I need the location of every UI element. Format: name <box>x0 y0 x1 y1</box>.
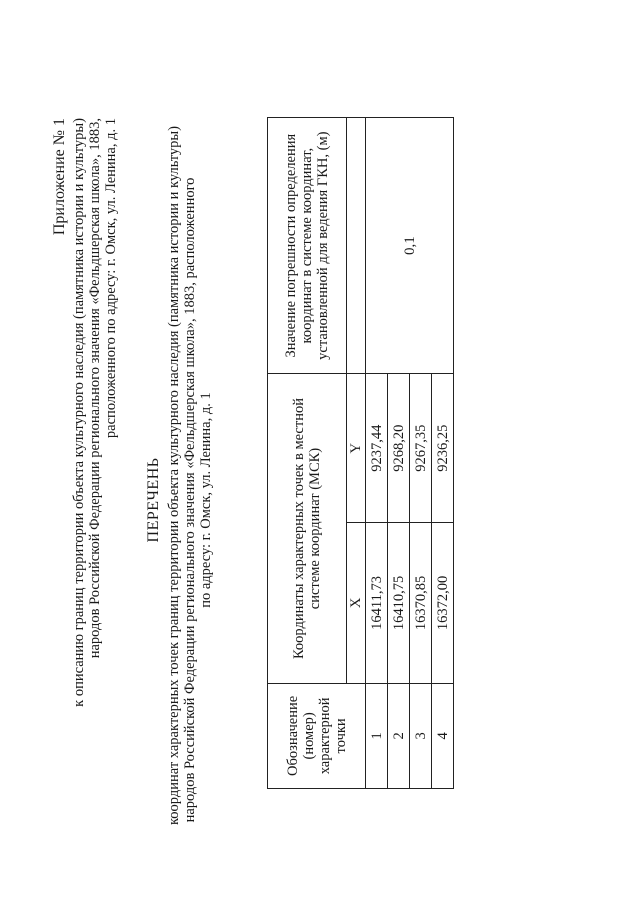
header-accuracy-spacer <box>347 118 366 374</box>
y-value: 9236,25 <box>432 374 454 523</box>
point-number: 2 <box>388 683 410 788</box>
appendix-line-2: народов Российской Федерации регионального значения «Фельдшерская школа», 1883, <box>87 118 103 659</box>
header-accuracy: Значение погрешности определения координат в системе координат, установленной для ведения ГКН, (м) <box>268 118 347 374</box>
header-y: Y <box>347 374 366 523</box>
y-value: 9267,35 <box>410 374 432 523</box>
header-coordinates: Координаты характерных точек в местной системе координат (МСК) <box>268 374 347 683</box>
x-value: 16372,00 <box>432 523 454 684</box>
x-value: 16411,73 <box>366 523 388 684</box>
appendix-header <box>52 118 119 707</box>
list-heading <box>145 126 214 825</box>
appendix-line-3: расположенного по адресу: г. Омск, ул. Ленина, д. 1 <box>103 118 119 439</box>
list-line-3: по адресу: г. Омск, ул. Ленина, д. 1 <box>198 392 214 608</box>
y-value: 9268,20 <box>388 374 410 523</box>
header-x: X <box>347 523 366 684</box>
list-title: ПЕРЕЧЕНЬ <box>145 457 162 543</box>
x-value: 16370,85 <box>410 523 432 684</box>
header-point: Обозначение (номер) характерной точки <box>268 683 366 788</box>
list-line-2: народов Российской Федерации регионального значения «Фельдшерская школа», 1883, расположенного <box>182 177 198 823</box>
point-number: 3 <box>410 683 432 788</box>
coordinates-table <box>267 117 454 789</box>
y-value: 9237,44 <box>366 374 388 523</box>
appendix-number: Приложение № 1 <box>51 118 68 236</box>
appendix-line-1: к описанию границ территории объекта культурного наследия (памятника истории и культуры) <box>71 118 87 707</box>
x-value: 16410,75 <box>388 523 410 684</box>
point-number: 4 <box>432 683 454 788</box>
accuracy-value: 0,1 <box>366 118 454 374</box>
table-row <box>366 118 388 789</box>
list-line-1: координат характерных точек границ территории объекта культурного наследия (памятника истории и культуры) <box>166 126 182 825</box>
point-number: 1 <box>366 683 388 788</box>
